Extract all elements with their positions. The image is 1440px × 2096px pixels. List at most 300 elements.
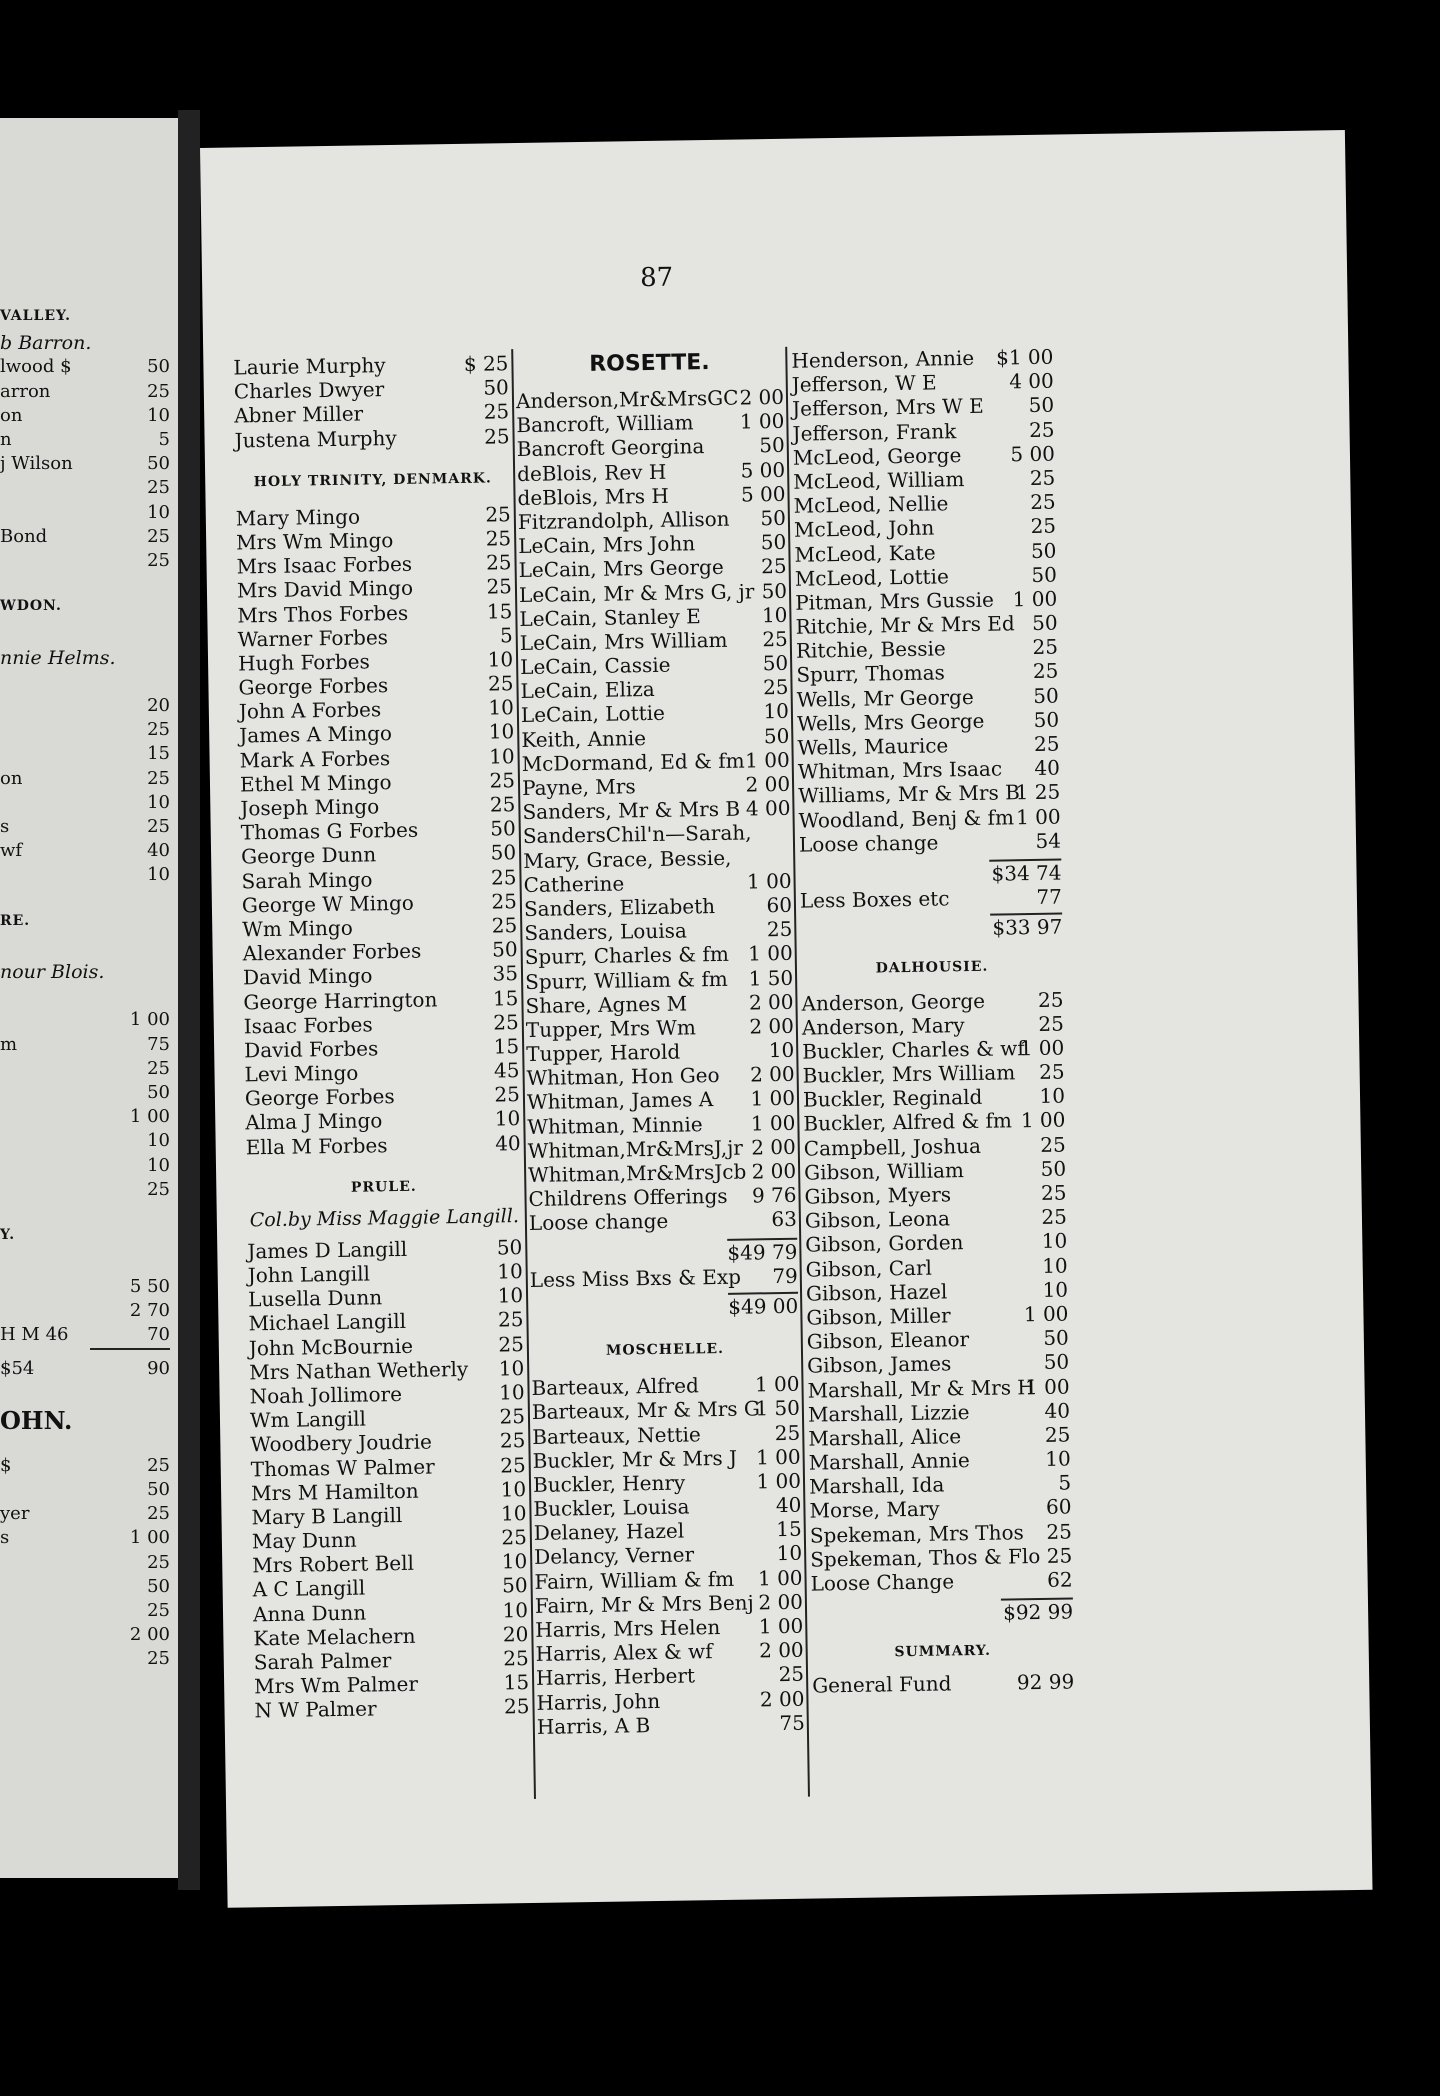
entry-name: Michael Langill <box>248 1309 407 1336</box>
top-entries <box>233 351 509 452</box>
entry-amount: 10 <box>500 1500 527 1526</box>
entry-name: nour Blois. <box>0 961 105 984</box>
entry-name: Spurr, Charles & fm <box>524 942 729 970</box>
entry-amount: 25 <box>774 1420 801 1445</box>
entry-amount: 25 <box>1032 634 1059 660</box>
entry-name: Alexander Forbes <box>242 938 422 966</box>
entry-amount: 25 <box>147 815 170 837</box>
entry-name: RE. <box>0 912 31 929</box>
entry-row <box>0 1276 170 1300</box>
entry-row <box>0 332 170 356</box>
entry-amount: 25 <box>1040 1180 1067 1205</box>
entry-name: Mrs M Hamilton <box>250 1478 419 1506</box>
entry-amount: 4 00 <box>1009 368 1054 394</box>
entry-amount: 1 00 <box>756 1468 802 1494</box>
entry-name: Marshall, Ida <box>808 1472 945 1499</box>
rosette-total-row: $49 79 <box>727 1239 798 1265</box>
holy-trinity-list <box>236 502 521 1159</box>
entry-name: Spurr, William & fm <box>524 966 728 994</box>
entry-amount: 10 <box>1045 1446 1071 1471</box>
entry-name: Gibson, Gorden <box>805 1230 964 1258</box>
book-page-87 <box>200 130 1373 1908</box>
prule-collector: Col.by Miss Maggie Langill. <box>249 1204 520 1232</box>
entry-row <box>0 719 170 743</box>
entry-row <box>0 405 170 429</box>
entry-amount: 20 <box>147 695 170 716</box>
entry-name: Campbell, Joshua <box>803 1133 982 1161</box>
entry-name: Warner Forbes <box>237 624 389 652</box>
entry-row <box>0 1382 170 1406</box>
entry-name: lwood $ <box>0 356 72 378</box>
entry-name: Sanders, Louisa <box>524 918 688 946</box>
entry-amount: 50 <box>760 529 787 555</box>
entry-name: Gibson, Carl <box>805 1255 933 1282</box>
entry-amount: 25 <box>503 1694 530 1719</box>
entry-row <box>0 381 170 405</box>
entry-amount: 25 <box>147 767 170 789</box>
entry-amount: 50 <box>1043 1325 1069 1351</box>
entry-amount: 25 <box>761 554 787 579</box>
prule-heading: PRULE. <box>350 1178 417 1196</box>
entry-row <box>0 1324 170 1348</box>
entry-name: Williams, Mr & Mrs B <box>798 780 1020 809</box>
entry-amount: 25 <box>493 1009 519 1035</box>
entry-amount: 10 <box>1042 1277 1069 1302</box>
entry-amount: 25 <box>1038 1059 1065 1084</box>
entry-amount: 25 <box>147 719 170 741</box>
entry-amount: 40 <box>775 1492 802 1518</box>
entry-name: Sanders, Elizabeth <box>523 893 716 921</box>
entry-row <box>537 1710 805 1738</box>
entry-row <box>0 429 170 453</box>
entry-amount: 25 <box>491 913 518 938</box>
summary-heading: SUMMARY. <box>894 1643 992 1661</box>
entry-amount: 25 <box>1040 1132 1066 1157</box>
entry-name: Harris, Herbert <box>535 1663 696 1691</box>
entry-name: George Forbes <box>238 673 389 700</box>
entry-amount: 5 00 <box>740 481 786 507</box>
entry-name: Fitzrandolph, Allison <box>517 506 730 534</box>
entry-name: Woodland, Benj & fm <box>798 804 1015 833</box>
entry-row <box>0 961 170 985</box>
entry-name: Sanders, Mr & Mrs B <box>522 796 741 825</box>
entry-row <box>0 526 170 550</box>
entry-row <box>0 1479 170 1503</box>
entry-amount: 1 00 <box>129 1106 170 1128</box>
entry-row <box>0 502 170 526</box>
entry-amount: 10 <box>761 602 788 627</box>
entry-name: McDormand, Ed & fm <box>521 748 745 776</box>
entry-row <box>0 1106 170 1130</box>
moschelle-total-row: $34 74 <box>991 860 1062 886</box>
entry-name: m <box>0 1033 18 1055</box>
entry-row <box>0 1009 170 1033</box>
entry-row <box>234 424 509 453</box>
entry-row <box>799 828 1061 856</box>
entry-amount: 25 <box>483 423 510 449</box>
column-1 <box>233 351 529 1723</box>
entry-name: McLeod, George <box>792 442 962 470</box>
entry-amount: 25 <box>489 767 516 793</box>
entry-amount: 50 <box>490 840 517 865</box>
rosette-list <box>516 385 797 1236</box>
entry-amount: 62 <box>1046 1567 1073 1592</box>
entry-name: May Dunn <box>251 1527 357 1554</box>
entry-amount: 5 00 <box>740 457 786 483</box>
entry-amount: 25 <box>1037 987 1064 1012</box>
entry-amount: 1 00 <box>1012 586 1058 612</box>
entry-amount: 10 <box>488 695 515 720</box>
entry-row <box>0 1251 170 1275</box>
entry-amount: 25 <box>762 626 788 652</box>
entry-name: Payne, Mrs <box>521 774 636 801</box>
entry-amount: 25 <box>486 574 513 599</box>
entry-name: Bancroft, William <box>516 410 694 438</box>
entry-amount: 40 <box>147 840 170 862</box>
entry-name: David Forbes <box>243 1036 379 1063</box>
entry-row <box>0 1624 170 1648</box>
entry-row <box>529 1207 797 1235</box>
entry-name: Pitman, Mrs Gussie <box>795 587 995 615</box>
entry-amount: 2 00 <box>749 1062 795 1087</box>
entry-amount: 25 <box>1030 489 1056 515</box>
entry-amount: 9 76 <box>751 1182 797 1208</box>
entry-amount: 10 <box>498 1379 525 1405</box>
entry-amount: 1 00 <box>1015 804 1061 829</box>
entry-name: Share, Agnes M <box>525 991 688 1018</box>
entry-amount: 25 <box>147 1057 170 1079</box>
entry-row <box>810 1567 1072 1595</box>
entry-name: Gibson, Leona <box>804 1206 951 1233</box>
entry-amount: 25 <box>497 1307 524 1332</box>
entry-amount: 25 <box>1038 1011 1065 1036</box>
entry-amount: 2 00 <box>739 384 785 410</box>
entry-amount: 25 <box>498 1331 525 1357</box>
entry-amount: 63 <box>771 1207 798 1232</box>
entry-amount: 1 00 <box>129 1527 170 1549</box>
entry-name: Marshall, Lizzie <box>807 1399 970 1427</box>
entry-name: Mrs Thos Forbes <box>237 600 409 627</box>
entry-amount: 5 00 <box>1010 441 1056 467</box>
entry-amount: 4 00 <box>745 795 791 821</box>
entry-name: Anderson, Mary <box>801 1012 965 1040</box>
entry-amount: 25 <box>500 1452 526 1477</box>
entry-name: Buckler, Louisa <box>533 1494 690 1521</box>
entry-amount: 25 <box>489 792 516 817</box>
entry-row <box>0 453 170 477</box>
entry-amount: 1 00 <box>750 1110 796 1136</box>
entry-name: Keith, Annie <box>521 725 647 752</box>
entry-name: General Fund <box>812 1671 952 1698</box>
entry-name: Loose Change <box>810 1569 955 1596</box>
book-gutter <box>178 110 200 1890</box>
entry-amount: 50 <box>147 1479 170 1500</box>
prule-list <box>247 1235 530 1723</box>
entry-name: nnie Helms. <box>0 646 116 669</box>
entry-name: Harris, Alex & wf <box>535 1639 713 1667</box>
entry-amount: 25 <box>485 550 512 575</box>
entry-amount: 50 <box>1043 1349 1070 1375</box>
entry-name: Noah Jollimore <box>249 1381 403 1409</box>
entry-amount: 25 <box>1032 659 1059 684</box>
entry-name: LeCain, Mrs George <box>518 555 724 583</box>
entry-row <box>0 937 170 961</box>
entry-name: Harris, A B <box>536 1712 651 1739</box>
entry-amount: 1 00 <box>1024 1373 1070 1399</box>
entry-amount: 50 <box>761 578 788 603</box>
entry-name: Tupper, Mrs Wm <box>525 1015 696 1042</box>
entry-name: McLeod, Lottie <box>794 563 949 591</box>
entry-name: Gibson, James <box>807 1351 952 1378</box>
entry-amount: 1 00 <box>757 1565 803 1591</box>
entry-row <box>246 1131 521 1160</box>
entry-row <box>0 1648 170 1672</box>
entry-amount: 1 00 <box>748 941 793 966</box>
entry-amount: 25 <box>762 675 789 700</box>
entry-amount: 15 <box>776 1516 802 1542</box>
entry-name: s <box>0 1527 10 1549</box>
page-number: 87 <box>639 262 674 294</box>
entry-name: arron <box>0 380 51 402</box>
entry-amount: 50 <box>147 453 170 475</box>
entry-amount: 50 <box>491 937 518 962</box>
entry-row <box>0 792 170 816</box>
entry-row <box>0 1082 170 1106</box>
left-facing-page <box>0 118 178 1878</box>
entry-amount: 54 <box>1035 828 1062 853</box>
entry-row <box>0 1455 170 1479</box>
entry-row <box>0 1600 170 1624</box>
entry-amount: 10 <box>500 1476 527 1502</box>
entry-name: n <box>0 428 12 450</box>
entry-amount: 10 <box>147 1130 170 1152</box>
entry-amount: 25 <box>1044 1422 1071 1447</box>
entry-amount: 25 <box>483 399 510 424</box>
entry-amount: 50 <box>483 375 509 400</box>
entry-amount: 1 00 <box>750 1086 796 1111</box>
entry-row <box>0 622 170 646</box>
entry-amount: 1 00 <box>746 868 792 894</box>
entry-row <box>0 477 170 501</box>
entry-amount: 25 <box>499 1428 526 1453</box>
entry-name: Barteaux, Alfred <box>531 1373 699 1401</box>
entry-amount: 60 <box>1045 1494 1072 1520</box>
entry-name: McLeod, William <box>793 466 965 494</box>
entry-row <box>0 889 170 913</box>
entry-amount: $1 00 <box>995 344 1054 370</box>
entry-amount: 25 <box>147 525 170 547</box>
entry-name: Harris, John <box>536 1688 661 1715</box>
entry-name: on <box>0 767 23 789</box>
entry-row <box>0 1527 170 1551</box>
entry-amount: 10 <box>1039 1083 1066 1109</box>
entry-name: Wm Mingo <box>242 915 353 942</box>
entry-amount: 25 <box>147 1454 170 1476</box>
entry-name: Levi Mingo <box>244 1060 359 1087</box>
entry-amount: 25 <box>1046 1519 1073 1544</box>
entry-amount: 25 <box>147 1599 170 1621</box>
entry-amount: 75 <box>147 1033 170 1055</box>
entry-amount: 1 00 <box>1020 1107 1066 1133</box>
entry-name: Catherine <box>523 871 625 897</box>
entry-amount: 25 <box>490 864 517 890</box>
holy-trinity-heading: HOLY TRINITY, DENMARK. <box>253 470 492 490</box>
entry-name: on <box>0 404 23 426</box>
entry-amount: 10 <box>497 1283 524 1308</box>
entry-amount: 2 00 <box>751 1134 796 1160</box>
entry-row <box>0 913 170 937</box>
entry-name: McLeod, John <box>793 515 935 543</box>
entry-amount: 35 <box>492 961 519 986</box>
entry-name: Ritchie, Bessie <box>795 636 946 663</box>
entry-amount: 10 <box>497 1259 523 1284</box>
left-page-column <box>0 308 170 1673</box>
entry-amount: 15 <box>503 1670 530 1695</box>
entry-name: Whitman, Mrs Isaac <box>797 756 1003 784</box>
entry-name: George Dunn <box>240 842 377 869</box>
entry-amount: 50 <box>1031 562 1057 587</box>
entry-amount: 50 <box>762 650 789 676</box>
entry-name: Buckler, Mr & Mrs J <box>532 1445 738 1473</box>
entry-name: Gibson, Eleanor <box>806 1327 970 1354</box>
entry-amount: 75 <box>779 1710 805 1735</box>
entry-name: s <box>0 815 10 837</box>
entry-amount: 2 00 <box>129 1624 170 1646</box>
entry-name: Mrs Wm Mingo <box>236 527 394 555</box>
entry-row <box>0 1130 170 1154</box>
entry-name: Mrs Wm Palmer <box>253 1671 419 1699</box>
entry-name: Thomas G Forbes <box>240 817 419 845</box>
entry-name: Mary Mingo <box>235 504 361 531</box>
rosette-heading: ROSETTE. <box>589 350 710 377</box>
rosette-less-row: Less Miss Bxs & Exp 79 <box>529 1263 798 1292</box>
column-2 <box>515 349 805 1739</box>
entry-row <box>0 647 170 671</box>
entry-row <box>0 308 170 332</box>
entry-name: Bond <box>0 525 48 547</box>
entry-amount: 50 <box>147 356 170 378</box>
entry-amount: 25 <box>1033 731 1060 756</box>
entry-amount: $ 25 <box>463 351 509 376</box>
entry-amount: 10 <box>501 1549 528 1574</box>
entry-amount: 10 <box>487 647 514 672</box>
entry-amount: 50 <box>1033 683 1059 708</box>
entry-name: Hugh Forbes <box>237 649 370 676</box>
moschelle-list <box>531 1372 805 1739</box>
column-3 <box>791 345 1074 1699</box>
entry-amount: 10 <box>147 791 170 813</box>
entry-amount: 25 <box>147 1503 170 1525</box>
entry-amount: 15 <box>486 598 513 624</box>
entry-name: LeCain, Stanley E <box>519 603 701 631</box>
entry-name: Gibson, Myers <box>804 1182 952 1209</box>
entry-name: $ <box>0 1454 12 1476</box>
entry-name: Gibson, Miller <box>806 1303 951 1330</box>
entry-row <box>0 356 170 380</box>
entry-name: James A Mingo <box>239 721 393 748</box>
entry-amount: 50 <box>760 505 787 531</box>
entry-row <box>0 695 170 719</box>
entry-row <box>0 743 170 767</box>
entry-name: Joseph Mingo <box>240 794 380 821</box>
entry-amount: 5 <box>1058 1470 1072 1495</box>
entry-name: George W Mingo <box>241 890 415 918</box>
entry-name: Ella M Forbes <box>245 1132 388 1160</box>
entry-name: LeCain, Lottie <box>520 701 666 728</box>
entry-amount: 1 25 <box>1015 779 1061 805</box>
entry-amount: 10 <box>488 719 515 744</box>
entry-row <box>0 671 170 695</box>
entry-amount: 2 00 <box>748 989 794 1015</box>
entry-amount: 10 <box>502 1597 529 1623</box>
entry-row <box>0 768 170 792</box>
entry-name: Henderson, Annie <box>791 345 975 373</box>
entry-name: Whitman, Hon Geo <box>526 1063 720 1091</box>
entry-amount: 1 00 <box>744 747 790 773</box>
entry-amount: 10 <box>147 1154 170 1176</box>
entry-amount: 1 50 <box>755 1396 801 1421</box>
entry-amount: 2 00 <box>749 1013 795 1039</box>
entry-amount: 1 00 <box>1019 1035 1065 1061</box>
entry-amount: 2 00 <box>758 1637 804 1663</box>
entry-amount: 15 <box>493 1033 520 1059</box>
entry-amount: 15 <box>492 985 519 1011</box>
entry-name: Alma J Mingo <box>245 1108 383 1135</box>
entry-name: Mrs Isaac Forbes <box>236 551 413 579</box>
entry-amount: 5 50 <box>129 1275 170 1297</box>
moschelle-heading: MOSCHELLE. <box>605 1341 725 1359</box>
entry-name: David Mingo <box>242 963 373 990</box>
entry-name: Buckler, Henry <box>532 1470 686 1497</box>
entry-amount: 1 00 <box>754 1371 800 1397</box>
entry-row <box>0 550 170 574</box>
entry-name: Charles Dwyer <box>233 377 385 404</box>
moschelle-net-row: $33 97 <box>992 914 1063 940</box>
entry-name: Isaac Forbes <box>243 1012 373 1039</box>
entry-amount: 25 <box>147 549 170 571</box>
entry-amount: 70 <box>147 1323 170 1345</box>
entry-name: Buckler, Mrs William <box>802 1060 1016 1088</box>
entry-name: Wells, Maurice <box>797 733 949 760</box>
entry-amount: 10 <box>763 699 790 724</box>
entry-name: yer <box>0 1503 30 1525</box>
entry-amount: 25 <box>485 501 511 527</box>
entry-name: Fairn, William & fm <box>534 1566 735 1594</box>
entry-row <box>0 1179 170 1203</box>
entry-name: Justena Murphy <box>234 425 397 453</box>
entry-name: deBlois, Mrs H <box>517 483 669 510</box>
entry-amount: 10 <box>498 1355 525 1381</box>
entry-name: John Langill <box>247 1261 371 1288</box>
entry-name: Delancy, Verner <box>533 1542 695 1570</box>
entry-name: Spekeman, Mrs Thos <box>809 1519 1024 1548</box>
entry-name: LeCain, Mr & Mrs G, jr <box>518 578 755 607</box>
entry-row <box>812 1670 1074 1698</box>
entry-amount: 50 <box>147 1082 170 1103</box>
entry-name: Anderson, George <box>801 988 986 1016</box>
entry-name: Kate Melachern <box>253 1623 416 1651</box>
entry-row <box>0 1576 170 1600</box>
entry-name: Jefferson, Mrs W E <box>791 394 984 422</box>
entry-amount: 2 00 <box>751 1158 797 1184</box>
dalhousie-heading: DALHOUSIE. <box>875 958 989 976</box>
entry-row <box>0 1300 170 1324</box>
entry-amount: 25 <box>778 1662 805 1687</box>
entry-amount: 50 <box>763 723 790 748</box>
entry-amount: 45 <box>493 1058 520 1083</box>
entry-row <box>0 1034 170 1058</box>
entry-amount: 10 <box>147 864 170 886</box>
